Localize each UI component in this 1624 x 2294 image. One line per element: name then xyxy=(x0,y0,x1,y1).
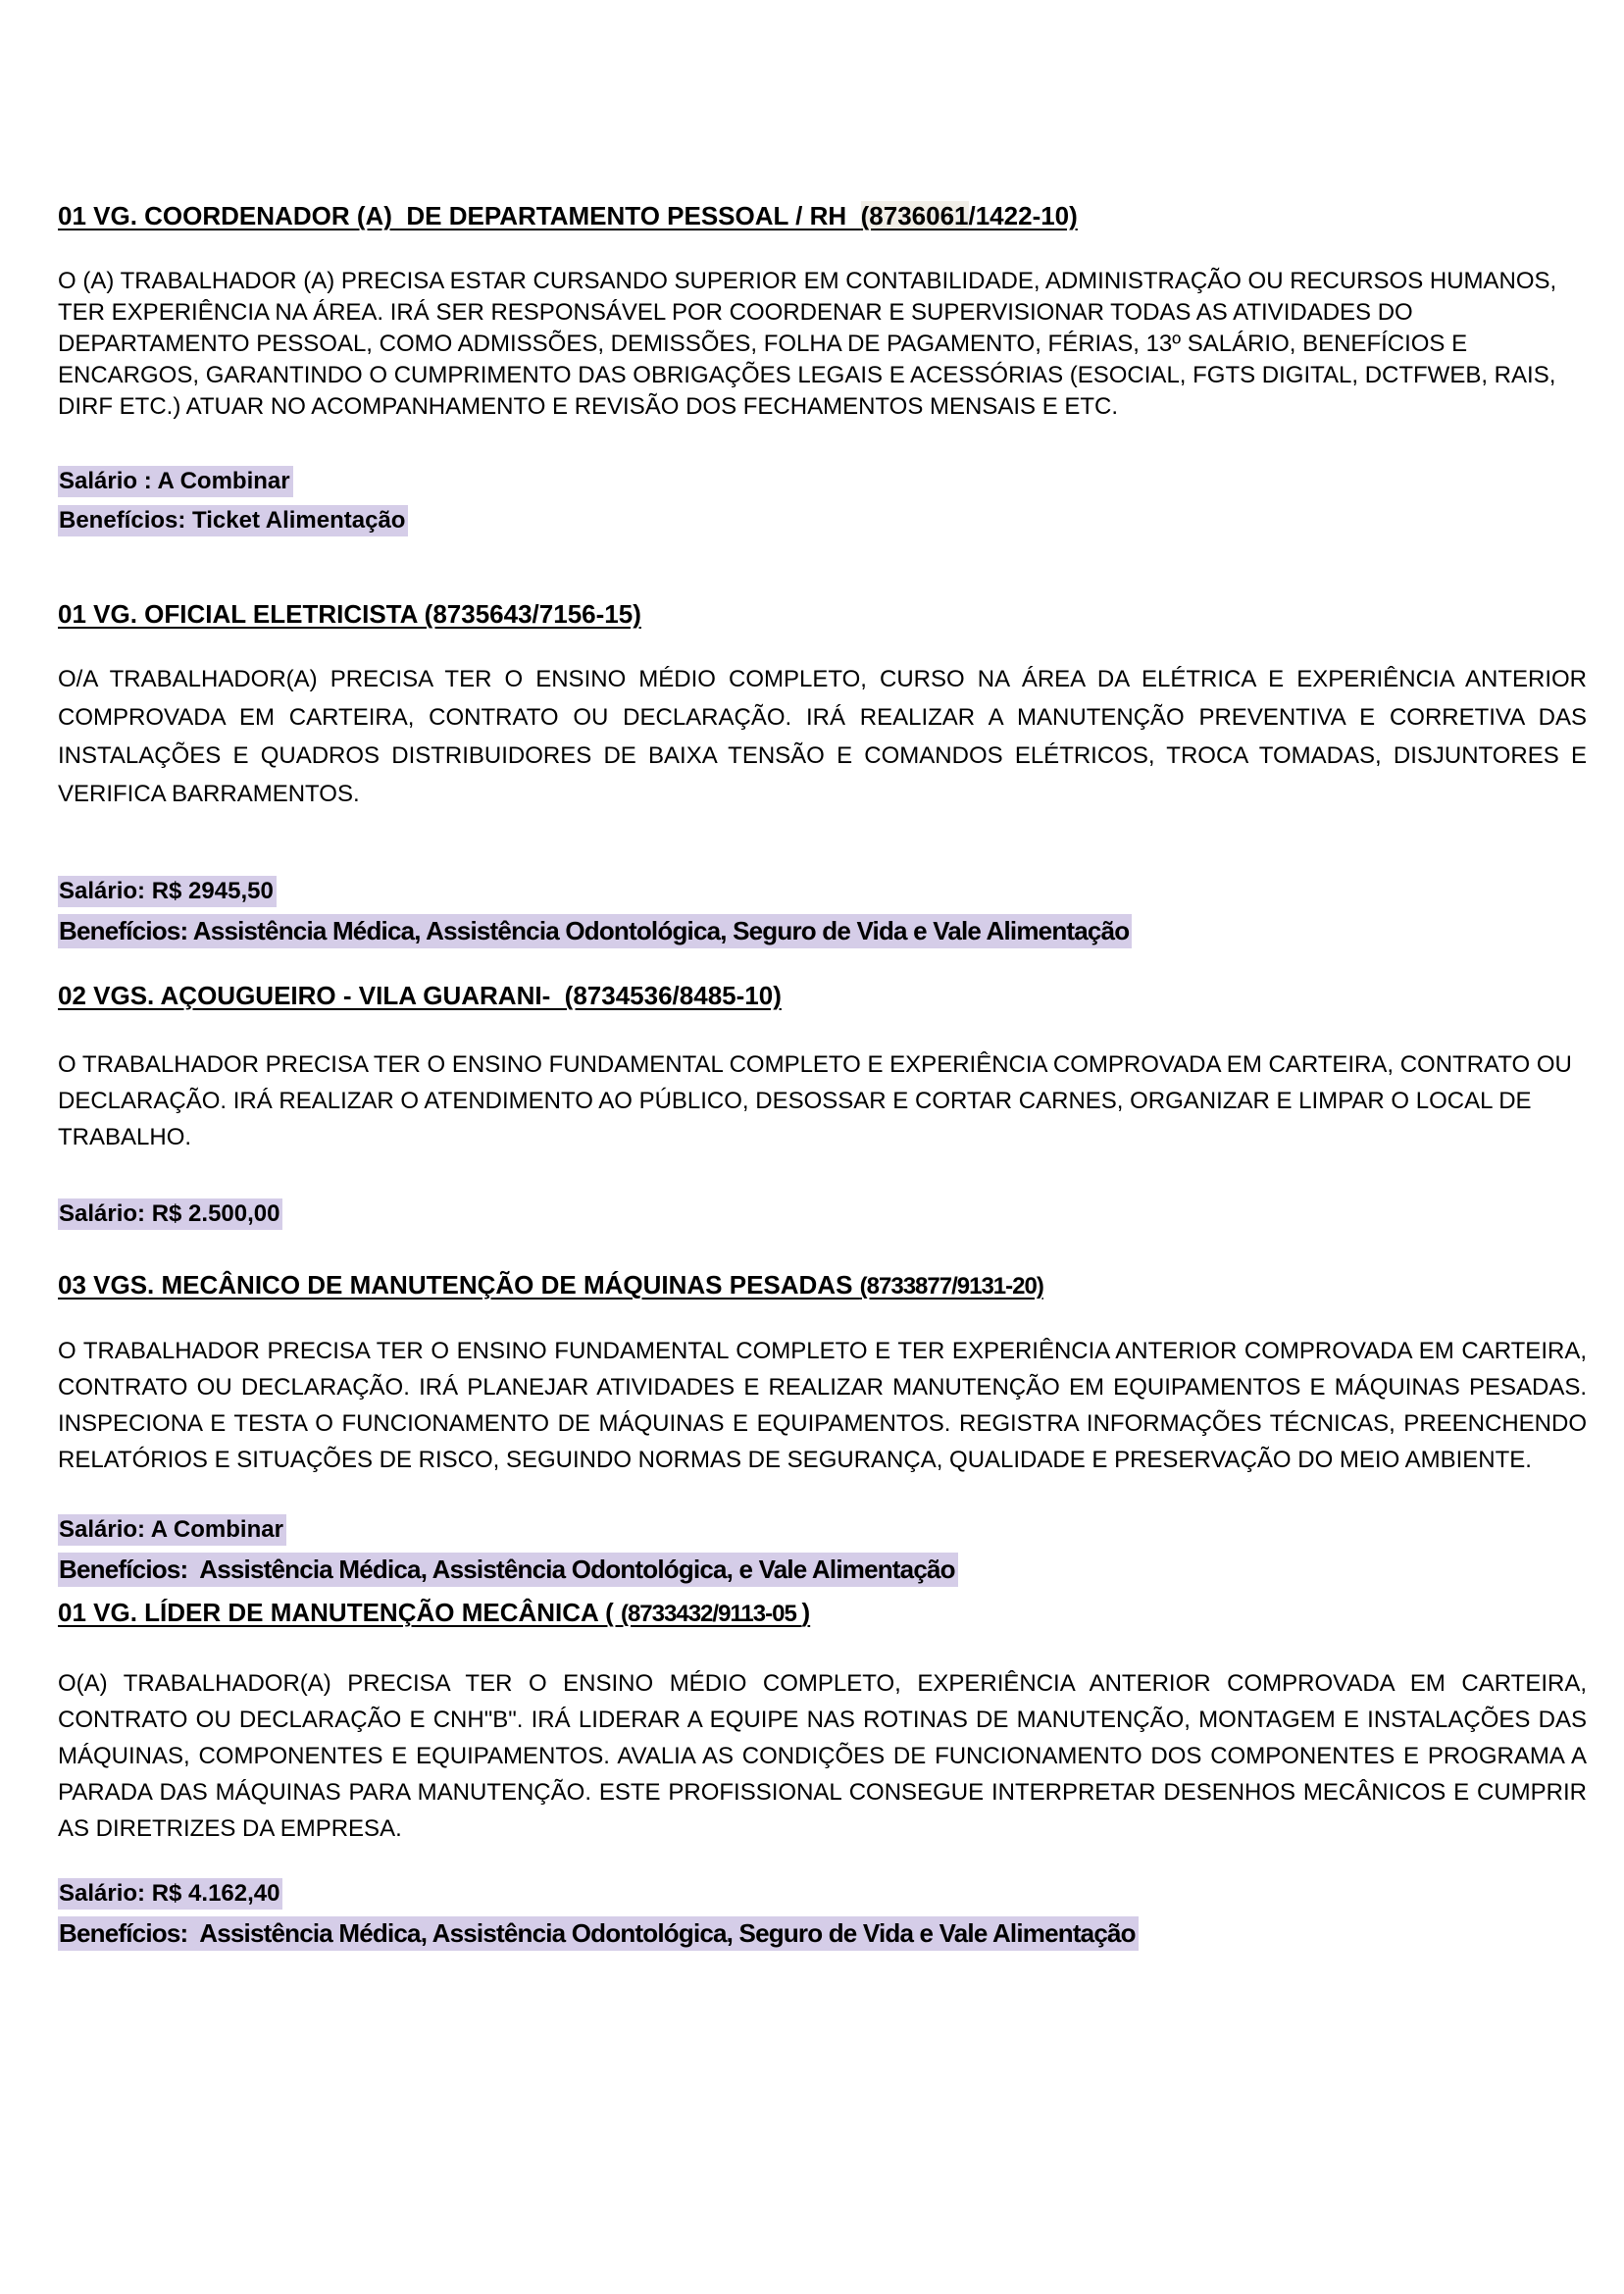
benefits-value: Benefícios: Assistência Médica, Assistência Odontológica, Seguro de Vida e Vale Alimentação xyxy=(58,914,1132,948)
job-title xyxy=(58,199,1587,232)
job-title-text: 01 VG. LÍDER DE MANUTENÇÃO MECÂNICA ( xyxy=(58,1598,621,1627)
job-reference-number: (8733877/9131-20) xyxy=(859,1273,1043,1300)
benefits-line xyxy=(58,911,1587,952)
benefits-value: Benefícios: Assistência Médica, Assistência Odontológica, Seguro de Vida e Vale Alimentação xyxy=(58,1916,1139,1951)
job-section-coordenador-dp xyxy=(58,199,1587,540)
job-title xyxy=(58,1268,1587,1303)
job-title: 02 VGS. AÇOUGUEIRO - VILA GUARANI- (8734536/8485-10) xyxy=(58,981,782,1010)
benefits-line xyxy=(58,1913,1587,1955)
job-section-lider-manutencao-mecanica xyxy=(58,1596,1587,1955)
job-section-mecanico-maquinas-pesadas xyxy=(58,1268,1587,1591)
job-title: 01 VG. OFICIAL ELETRICISTA (8735643/7156-15) xyxy=(58,599,641,629)
job-description: O TRABALHADOR PRECISA TER O ENSINO FUNDAMENTAL COMPLETO E TER EXPERIÊNCIA ANTERIOR COMPROVADA EM CARTEIRA, CONTRATO OU DECLARAÇÃO. IRÁ PLANEJAR ATIVIDADES E REALIZAR MANUTENÇÃO EM EQUIPAMENTOS E MÁQUINAS PESADAS. INSPECIONA E TESTA O FUNCIONAMENTO DE MÁQUINAS E EQUIPAMENTOS. REGISTRA INFORMAÇÕES TÉCNICAS, PREENCHENDO RELATÓRIOS E SITUAÇÕES DE RISCO, SEGUINDO NORMAS DE SEGURANÇA, QUALIDADE E PRESERVAÇÃO DO MEIO AMBIENTE. xyxy=(58,1338,1587,1473)
salary-value: Salário: A Combinar xyxy=(58,1514,286,1546)
job-title xyxy=(58,1596,1587,1631)
job-description: O TRABALHADOR PRECISA TER O ENSINO FUNDAMENTAL COMPLETO E EXPERIÊNCIA COMPROVADA EM CARTEIRA, CONTRATO OU DECLARAÇÃO. IRÁ REALIZAR O ATENDIMENTO AO PÚBLICO, DESOSSAR E CORTAR CARNES, ORGANIZAR E LIMPAR O LOCAL DE TRABALHO. xyxy=(58,1051,1572,1150)
job-title-text: 03 VGS. MECÂNICO DE MANUTENÇÃO DE MÁQUINAS PESADAS xyxy=(58,1270,860,1300)
benefits-line xyxy=(58,1550,1587,1591)
salary-value: Salário: R$ 2.500,00 xyxy=(58,1198,282,1230)
job-reference-highlight: (8736061 xyxy=(860,201,969,230)
salary-value: Salário : A Combinar xyxy=(58,466,293,497)
job-description: O(A) TRABALHADOR(A) PRECISA TER O ENSINO MÉDIO COMPLETO, EXPERIÊNCIA ANTERIOR COMPROVADA EM CARTEIRA, CONTRATO OU DECLARAÇÃO E CNH"B". IRÁ LIDERAR A EQUIPE NAS ROTINAS DE MANUTENÇÃO, MONTAGEM E INSTALAÇÕES DAS MÁQUINAS, COMPONENTES E EQUIPAMENTOS. AVALIA AS CONDIÇÕES DE FUNCIONAMENTO DOS COMPONENTES E PROGRAMA A PARADA DAS MÁQUINAS PARA MANUTENÇÃO. ESTE PROFISSIONAL CONSEGUE INTERPRETAR DESENHOS MECÂNICOS E CUMPRIR AS DIRETRIZES DA EMPRESA. xyxy=(58,1670,1587,1842)
job-title-suffix: ) xyxy=(801,1598,811,1627)
salary-line xyxy=(58,1874,1587,1913)
job-reference-number: (8733432/9113-05 xyxy=(620,1601,802,1627)
salary-line xyxy=(58,1510,1587,1550)
job-section-oficial-eletricista xyxy=(58,597,1587,952)
salary-line xyxy=(58,1195,1587,1234)
benefits-value: Benefícios: Ticket Alimentação xyxy=(58,505,408,536)
benefits-line xyxy=(58,501,1587,540)
job-description: O/A TRABALHADOR(A) PRECISA TER O ENSINO MÉDIO COMPLETO, CURSO NA ÁREA DA ELÉTRICA E EXPERIÊNCIA ANTERIOR COMPROVADA EM CARTEIRA, CONTRATO OU DECLARAÇÃO. IRÁ REALIZAR A MANUTENÇÃO PREVENTIVA E CORRETIVA DAS INSTALAÇÕES E QUADROS DISTRIBUIDORES DE BAIXA TENSÃO E COMANDOS ELÉTRICOS, TROCA TOMADAS, DISJUNTORES E VERIFICA BARRAMENTOS. xyxy=(58,666,1587,807)
job-title-text: 01 VG. COORDENADOR (A) DE DEPARTAMENTO PESSOAL / RH xyxy=(58,201,861,230)
job-description: O (A) TRABALHADOR (A) PRECISA ESTAR CURSANDO SUPERIOR EM CONTABILIDADE, ADMINISTRAÇÃO OU RECURSOS HUMANOS, TER EXPERIÊNCIA NA ÁREA. IRÁ SER RESPONSÁVEL POR COORDENAR E SUPERVISIONAR TODAS AS ATIVIDADES DO DEPARTAMENTO PESSOAL, COMO ADMISSÕES, DEMISSÕES, FOLHA DE PAGAMENTO, FÉRIAS, 13º SALÁRIO, BENEFÍCIOS E ENCARGOS, GARANTINDO O CUMPRIMENTO DAS OBRIGAÇÕES LEGAIS E ACESSÓRIAS (ESOCIAL, FGTS DIGITAL, DCTFWEB, RAIS, DIRF ETC.) ATUAR NO ACOMPANHAMENTO E REVISÃO DOS FECHAMENTOS MENSAIS E ETC. xyxy=(58,268,1557,420)
job-title-suffix: /1422-10) xyxy=(968,201,1078,230)
salary-line xyxy=(58,872,1587,911)
salary-value: Salário: R$ 2945,50 xyxy=(58,876,277,907)
salary-value: Salário: R$ 4.162,40 xyxy=(58,1878,282,1910)
benefits-value: Benefícios: Assistência Médica, Assistência Odontológica, e Vale Alimentação xyxy=(58,1553,958,1587)
job-section-acougueiro xyxy=(58,979,1587,1234)
salary-line xyxy=(58,462,1587,501)
